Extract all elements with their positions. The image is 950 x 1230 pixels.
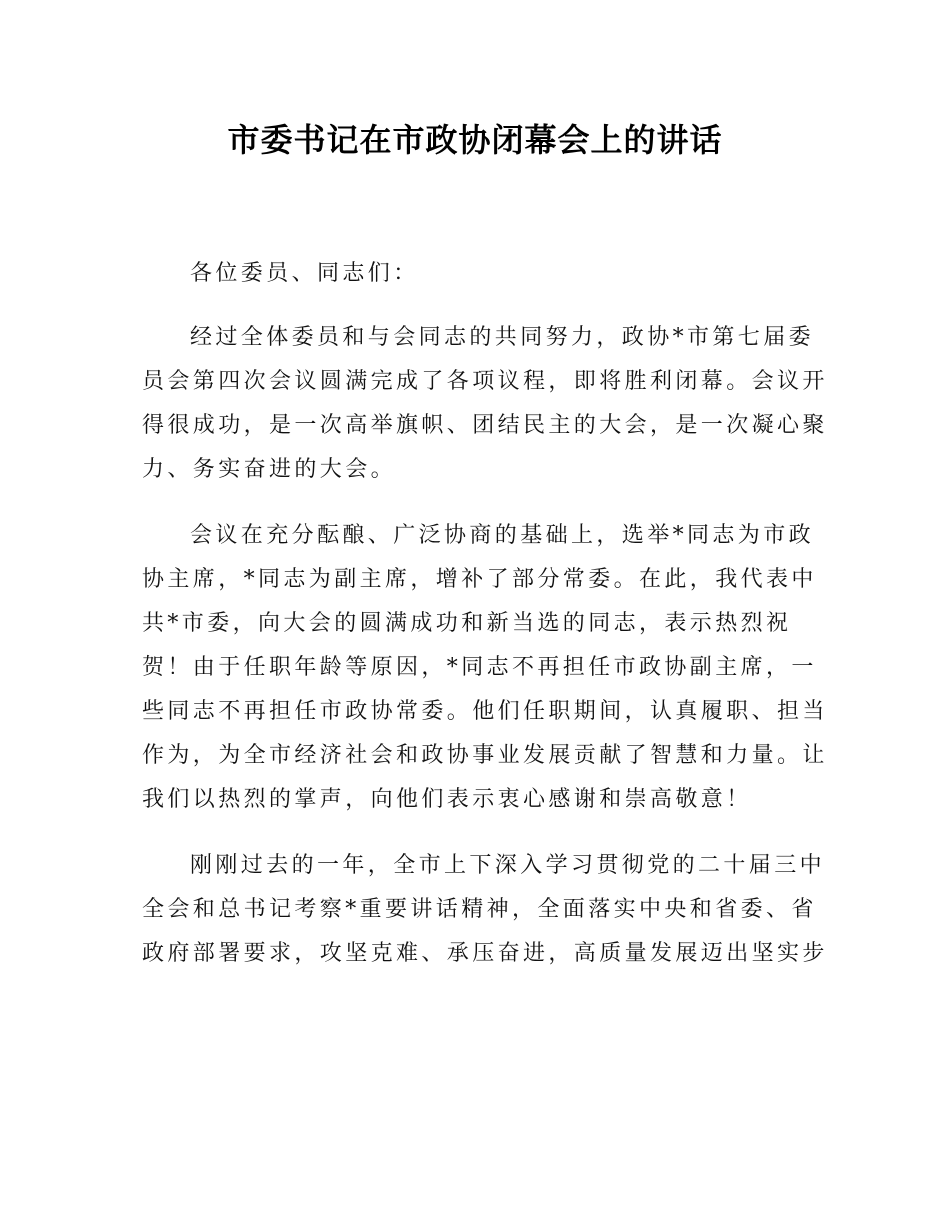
- paragraph-past-year: 刚刚过去的一年，全市上下深入学习贯彻党的二十届三中全会和总书记考察*重要讲话精神，全面落实中央和省委、省政府部署要求，攻坚克难、承压奋进，高质量发展迈出坚实步: [142, 853, 828, 966]
- document-body: [142, 252, 832, 998]
- paragraph-election: 会议在充分酝酿、广泛协商的基础上，选举*同志为市政协主席，*同志为副主席，增补了部分常委。在此，我代表中共*市委，向大会的圆满成功和新当选的同志，表示热烈祝贺！由于任职年龄等原因，*同志不再担任市政协副主席，一些同志不再担任市政协常委。他们任职期间，认真履职、担当作为，为全市经济社会和政协事业发展贡献了智慧和力量。让我们以热烈的掌声，向他们表示衷心感谢和崇高敬意！: [142, 523, 828, 812]
- paragraph-meeting-summary: 经过全体委员和与会同志的共同努力，政协*市第七届委员会第四次会议圆满完成了各项议程，即将胜利闭幕。会议开得很成功，是一次高举旗帜、团结民主的大会，是一次凝心聚力、务实奋进的大会。: [142, 325, 828, 482]
- document-title: 市委书记在市政协闭幕会上的讲话: [227, 121, 723, 159]
- paragraph-greeting: 各位委员、同志们：: [190, 261, 419, 286]
